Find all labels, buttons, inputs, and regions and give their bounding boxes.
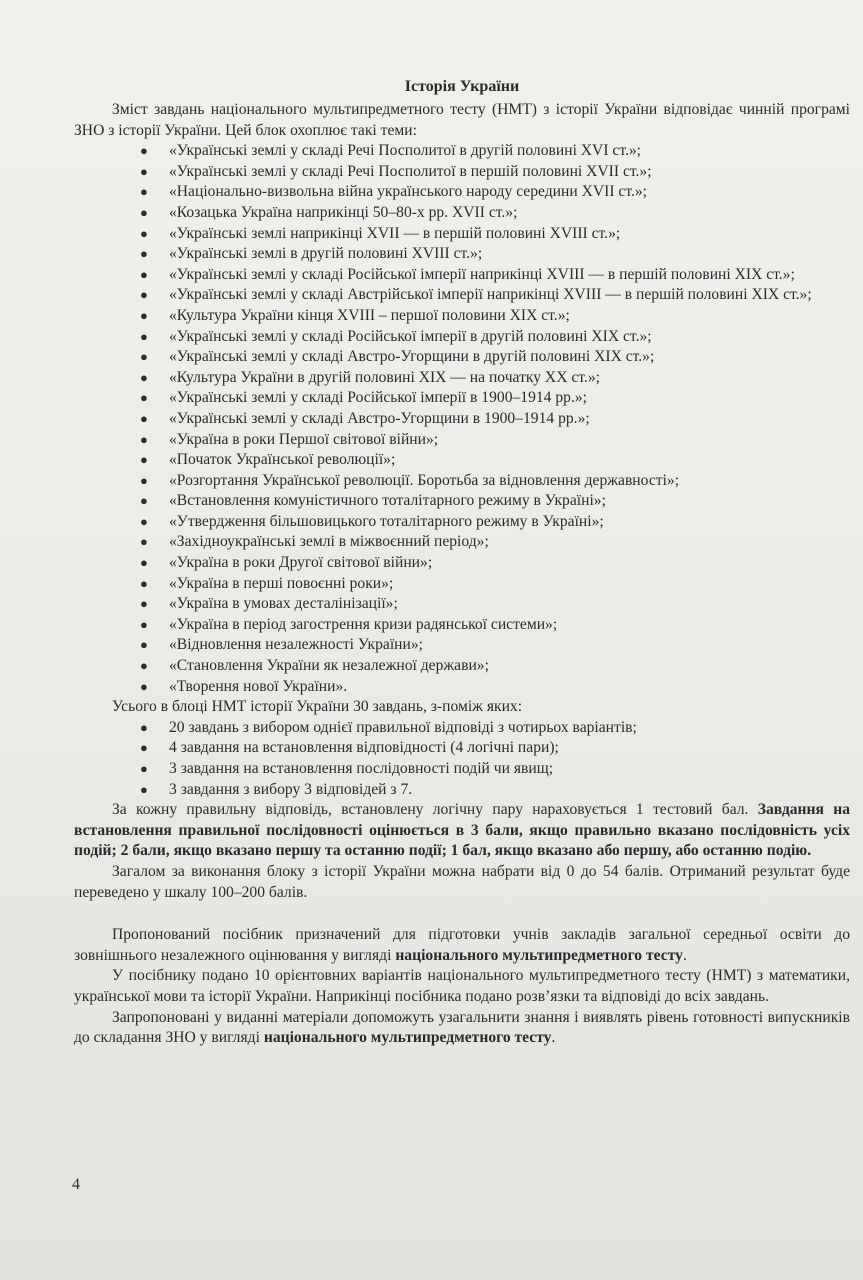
topic-item (74, 471, 850, 492)
topic-item-text: «Українські землі у складі Російської імперії в 1900–1914 рр.»; (169, 389, 587, 407)
topic-item (74, 594, 850, 615)
task-types-list (74, 718, 850, 800)
topic-item-text: «Відновлення незалежності України»; (169, 636, 423, 654)
topic-item (74, 656, 850, 677)
topic-item (74, 450, 850, 471)
topic-item-text: «Становлення України як незалежної держави»; (169, 657, 489, 675)
topic-item-text: «Українські землі у складі Австрійської імперії наприкінці XVIII — в першій половині XIX ст.»; (169, 286, 812, 304)
purpose-end: . (682, 946, 687, 964)
purpose-text: Пропонований посібник призначений для підготовки учнів закладів загальної середньої освіти до зовнішнього незалежного оцінювання у вигляді (74, 926, 850, 964)
scoring-part1: За кожну правильну відповідь, встановлену логічну пару нараховується 1 тестовий бал. (112, 801, 749, 819)
purpose-paragraph (74, 925, 850, 966)
topic-item (74, 615, 850, 636)
bullet-icon: ● (140, 307, 148, 323)
tasks-intro: Усього в блоці НМТ історії України 30 завдань, з-поміж яких: (112, 698, 523, 716)
topic-item (74, 224, 850, 245)
bullet-icon: ● (140, 761, 148, 776)
topic-item (74, 244, 850, 265)
topic-item-text: «Початок Української революції»; (169, 451, 396, 469)
topic-item-text: «Україна в роки Першої світової війни»; (169, 430, 439, 448)
topic-item-text: «Україна в перші повоєнні роки»; (169, 574, 394, 592)
paragraph-gap (74, 903, 850, 925)
topic-item-text: «Творення нової України». (169, 677, 348, 695)
bullet-icon: ● (140, 555, 148, 571)
closing-bold: національного мультипредметного тесту (263, 1029, 552, 1047)
bullet-icon: ● (140, 719, 148, 735)
bullet-icon: ● (140, 781, 148, 797)
bullet-icon: ● (140, 410, 148, 426)
task-type-item (74, 759, 850, 780)
topic-item (74, 141, 850, 162)
bullet-icon: ● (140, 369, 148, 385)
bullet-icon: ● (140, 637, 148, 653)
bullet-icon: ● (140, 472, 148, 488)
topic-item (74, 388, 850, 409)
topic-item (74, 553, 850, 574)
total-paragraph: Загалом за виконання блоку з історії України можна набрати від 0 до 54 балів. Отриманий результат буде переведено у шкалу 100–200 балів. (74, 862, 850, 901)
topic-item-text: «Українські землі у складі Речі Посполитої в першій половині XVII ст.»; (169, 162, 652, 180)
topic-item (74, 574, 850, 595)
bullet-icon: ● (140, 493, 148, 509)
topic-item (74, 327, 850, 348)
contents-paragraph: У посібнику подано 10 орієнтовних варіантів національного мультипредметного тесту (НМТ) з математики, української мови та історії України. Наприкінці посібника подано розв’язки та відповіді до всіх завдань. (74, 967, 850, 1005)
topic-item (74, 306, 850, 327)
bullet-icon: ● (140, 431, 148, 447)
topic-item (74, 162, 850, 183)
bullet-icon: ● (140, 143, 148, 159)
topic-item (74, 635, 850, 656)
section-title: Історія України (404, 78, 520, 95)
topic-item-text: «Українські землі наприкінці XVII — в першій половині XVIII ст.»; (169, 224, 621, 242)
bullet-icon: ● (140, 678, 148, 694)
task-type-item-text: 20 завдань з вибором однієї правильної відповіді з чотирьох варіантів; (169, 718, 637, 736)
topic-item (74, 368, 850, 389)
bullet-icon: ● (140, 596, 148, 612)
topic-item-text: «Українські землі у складі Російської імперії наприкінці XVIII — в першій половині XIX ст.»; (169, 265, 795, 283)
scoring-paragraph (74, 800, 850, 862)
topic-item-text: «Українські землі в другій половині XVIII ст.»; (169, 245, 483, 263)
bullet-icon: ● (140, 452, 148, 468)
purpose-bold: національного мультипредметного тесту (395, 946, 683, 964)
topic-item-text: «Козацька Україна наприкінці 50–80-х рр. XVII ст.»; (169, 203, 518, 221)
topic-item (74, 285, 850, 306)
bullet-icon: ● (140, 328, 148, 344)
topic-item-text: «Українські землі у складі Речі Посполитої в другій половині XVI ст.»; (169, 142, 641, 160)
bullet-icon: ● (140, 575, 148, 591)
bullet-icon: ● (140, 184, 148, 200)
task-type-item-text: 4 завдання на встановлення відповідності (4 логічні пари); (169, 739, 559, 757)
task-type-item-text: 3 завдання на встановлення послідовності подій чи явищ; (169, 760, 554, 777)
task-type-item (74, 718, 850, 739)
closing-paragraph (74, 1008, 850, 1049)
bullet-icon: ● (140, 204, 148, 220)
topics-list (74, 141, 850, 697)
topic-item (74, 677, 850, 698)
topic-item (74, 430, 850, 451)
task-type-item (74, 780, 850, 801)
page-number: 4 (72, 1176, 80, 1193)
bullet-icon: ● (140, 658, 148, 674)
scoring-part2: Завдання на встановлення правильної послідовності оцінюється в 3 бали, якщо правильно вказано послідовність усіх подій; 2 бали, якщо вказано першу та останню події; 1 бал, якщо вказано або першу, або останню подію. (74, 801, 850, 860)
bullet-icon: ● (140, 349, 148, 365)
topic-item-text: «Культура України кінця XVIII – першої половини XIX ст.»; (169, 306, 570, 324)
bullet-icon: ● (140, 740, 148, 756)
topic-item-text: «Встановлення комуністичного тоталітарного режиму в Україні»; (169, 492, 606, 510)
topic-item (74, 182, 850, 203)
topic-item-text: «Утвердження більшовицького тоталітарного режиму в Україні»; (169, 512, 604, 530)
topic-item-text: «Західноукраїнські землі в міжвоєнний період»; (169, 533, 489, 551)
intro-paragraph: Зміст завдань національного мультипредметного тесту (НМТ) з історії України відповідає чинній програмі ЗНО з історії України. Цей блок охоплює такі теми: (74, 101, 850, 139)
topic-item-text: «Україна в роки Другої світової війни»; (169, 554, 433, 572)
bullet-icon: ● (140, 246, 148, 262)
topic-item-text: «Українські землі у складі Австро-Угорщини в другій половині XIX ст.»; (169, 348, 655, 366)
bullet-icon: ● (140, 616, 148, 632)
topic-item-text: «Українські землі у складі Російської імперії в другій половині XIX ст.»; (169, 327, 652, 345)
topic-item-text: «Розгортання Української революції. Боротьба за відновлення державності»; (169, 471, 680, 489)
page-content (74, 76, 850, 1049)
closing-text: Запропоновані у виданні матеріали допоможуть узагальнити знання і виявлять рівень готовності випускників до складання ЗНО у вигляді (74, 1008, 850, 1047)
topic-item (74, 347, 850, 368)
bullet-icon: ● (140, 225, 148, 241)
topic-item-text: «Культура України в другій половині XIX — на початку XX ст.»; (169, 368, 600, 386)
topic-item-text: «Українські землі у складі Австро-Угорщини в 1900–1914 рр.»; (169, 409, 590, 427)
topic-item (74, 265, 850, 286)
closing-end: . (551, 1029, 556, 1047)
bullet-icon: ● (140, 390, 148, 406)
topic-item (74, 409, 850, 430)
topic-item-text: «Національно-визвольна війна українського народу середини XVII ст.»; (169, 183, 647, 201)
task-type-item-text: 3 завдання з вибору 3 відповідей з 7. (169, 780, 413, 798)
bullet-icon: ● (140, 163, 148, 179)
topic-item-text: «Україна в період загострення кризи радянської системи»; (169, 615, 558, 633)
topic-item (74, 532, 850, 553)
bullet-icon: ● (140, 534, 148, 550)
task-type-item (74, 738, 850, 759)
topic-item (74, 512, 850, 533)
topic-item-text: «Україна в умовах десталінізації»; (169, 595, 398, 613)
bullet-icon: ● (140, 266, 148, 282)
bullet-icon: ● (140, 513, 148, 529)
bullet-icon: ● (140, 287, 148, 303)
topic-item (74, 491, 850, 512)
topic-item (74, 203, 850, 224)
